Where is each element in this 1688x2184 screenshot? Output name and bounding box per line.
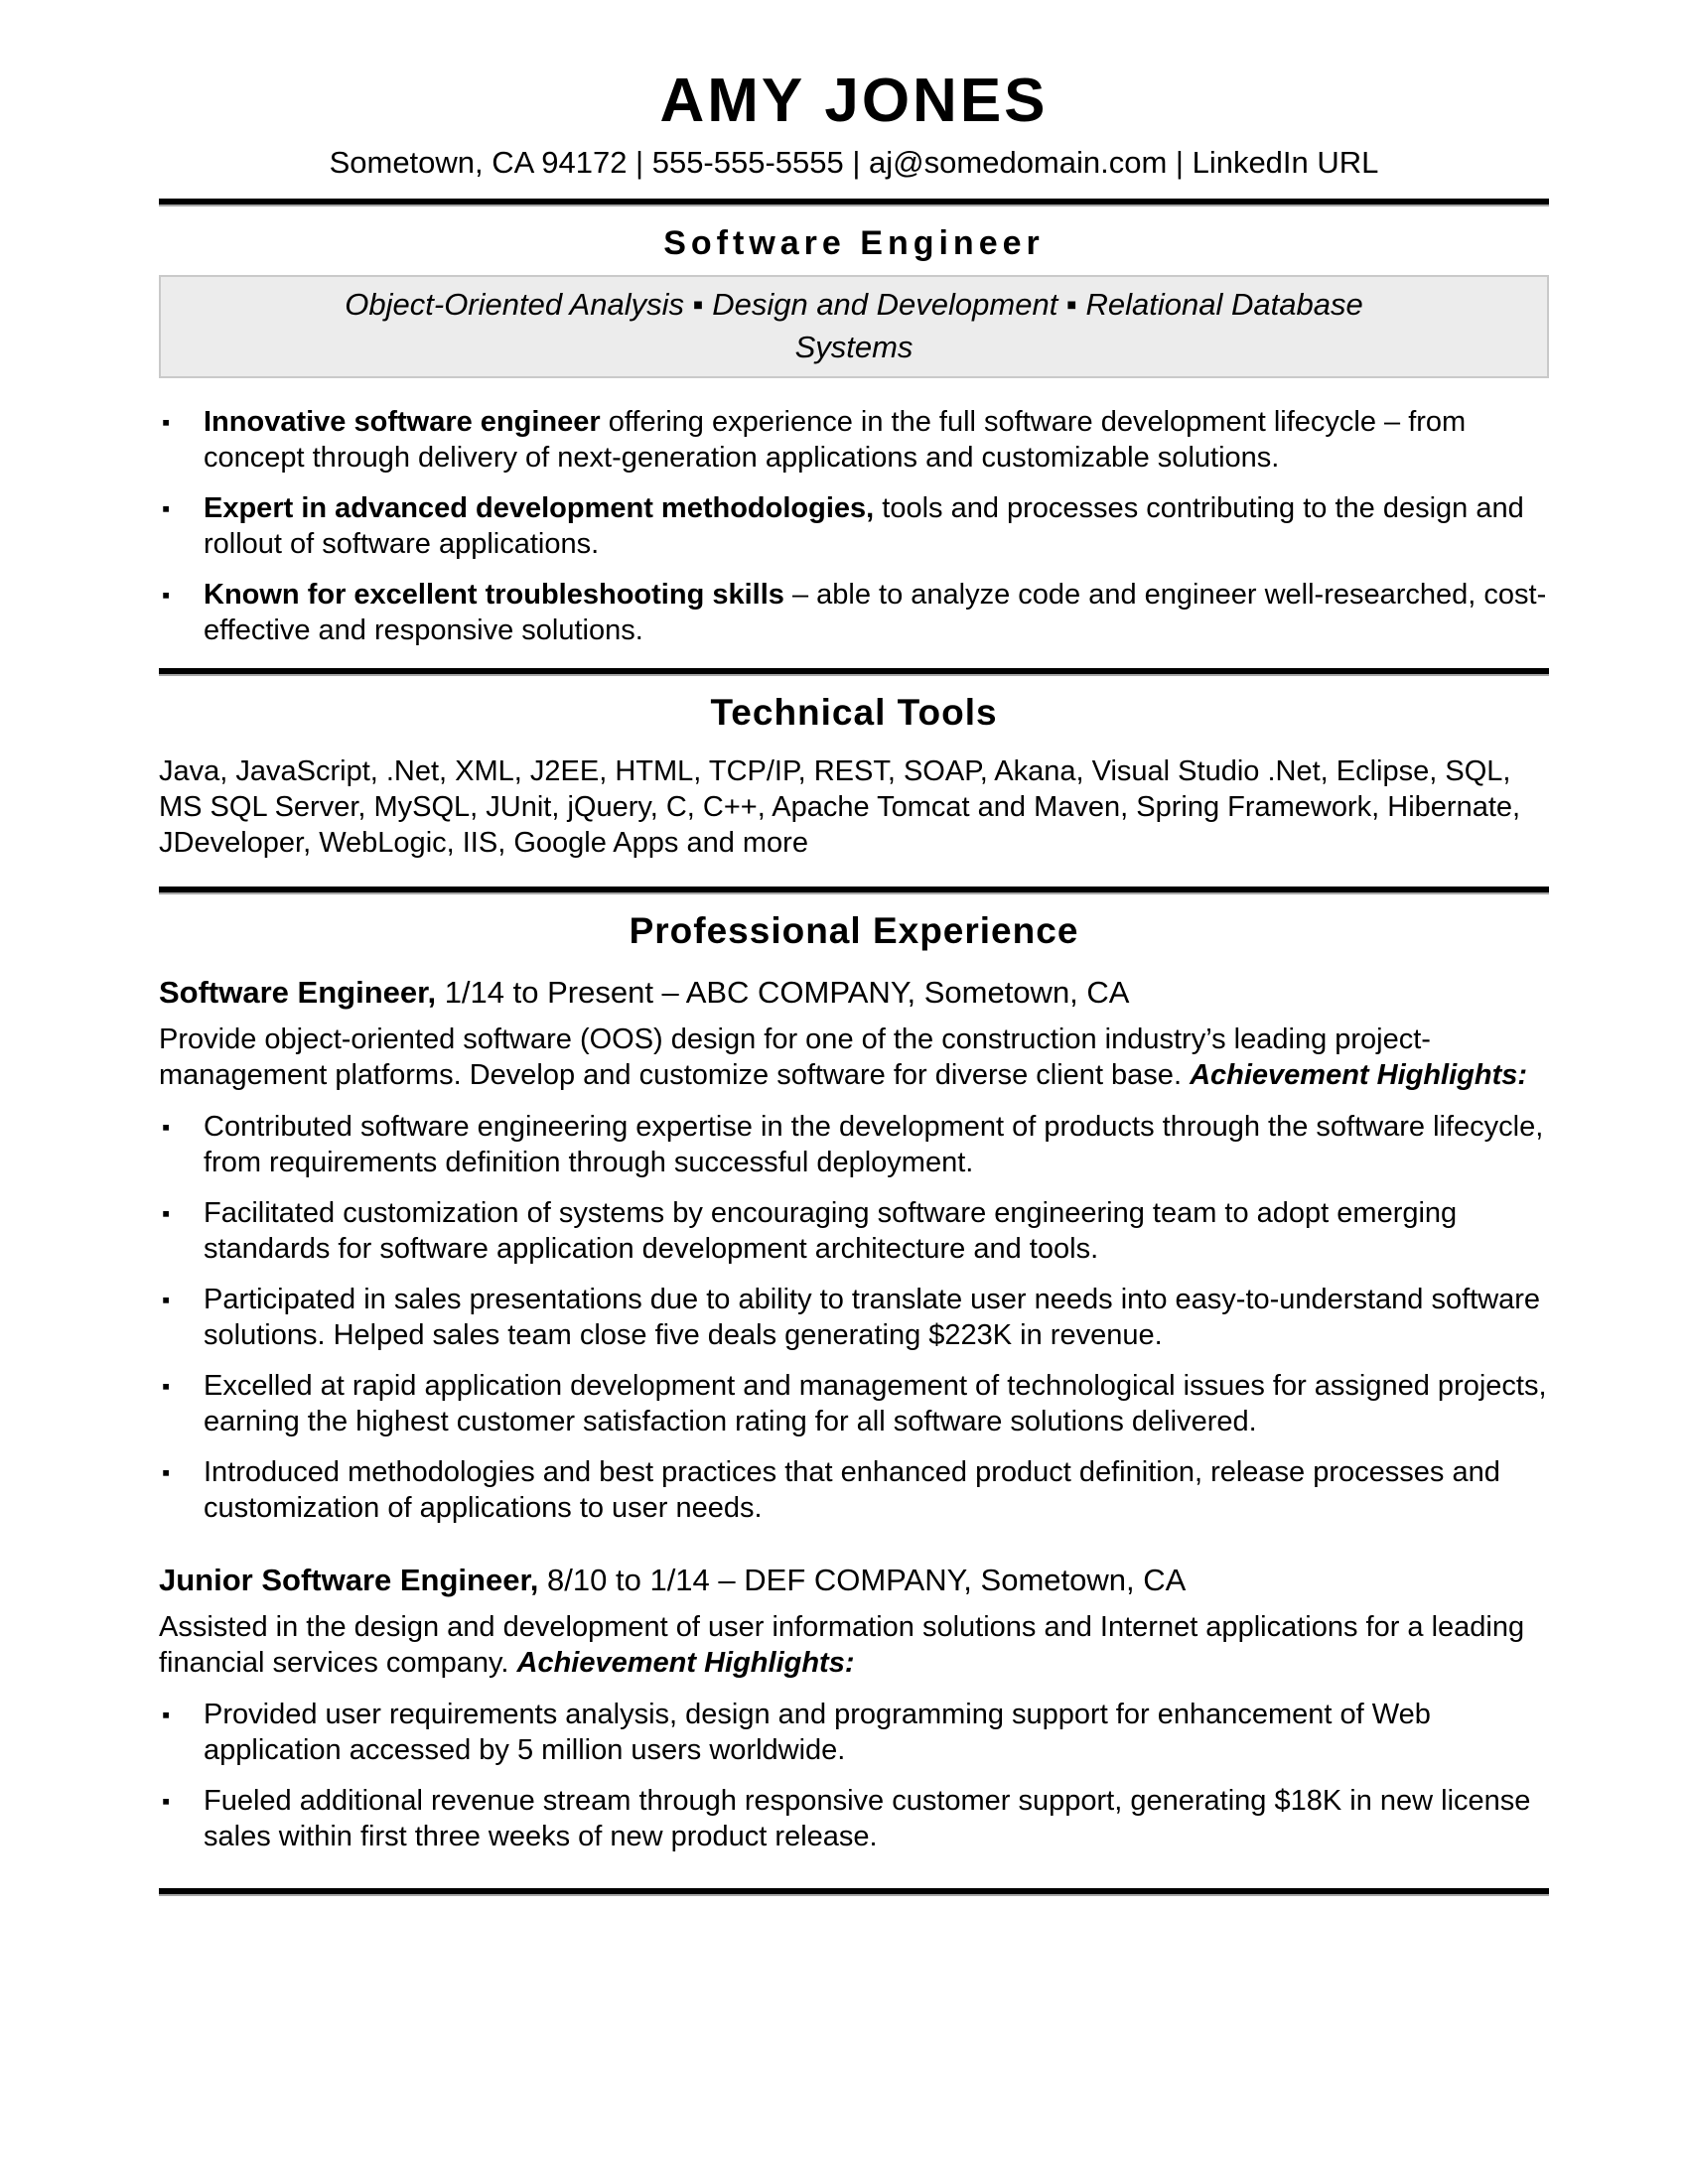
job-bullet: [159, 1195, 1549, 1267]
job-bullet-text: Provided user requirements analysis, design and programming support for enhancement of Web application accessed by 5 million users worldwide.: [204, 1699, 1431, 1767]
experience-heading: Professional Experience: [629, 910, 1079, 952]
square-bullet-icon: ▪: [162, 1200, 171, 1227]
square-bullet-icon: ▪: [162, 1373, 171, 1400]
achievement-highlights-label: Achievement Highlights:: [516, 1647, 855, 1680]
job-header: [159, 974, 1549, 1012]
job-title: Software Engineer,: [159, 975, 437, 1011]
square-bullet-icon: ▪: [162, 1287, 171, 1313]
summary-bullet: [159, 404, 1549, 476]
summary-bullet-text: Innovative software engineer offering experience in the full software development lifecycle – from concept through delivery of next-generation applications and customizable solutions.: [204, 406, 1467, 475]
technical-tools-heading: Technical Tools: [710, 692, 998, 734]
square-bullet-icon: ▪: [162, 582, 171, 609]
square-bullet-icon: ▪: [162, 1114, 171, 1141]
job-bullet-text: Introduced methodologies and best practices that enhanced product definition, release processes and customization of applications to user needs.: [204, 1456, 1500, 1525]
square-bullet-icon: ▪: [162, 409, 171, 436]
job-bullet-text: Fueled additional revenue stream through responsive customer support, generating $18K in new license sales within first three weeks of new product release.: [204, 1785, 1531, 1853]
section-divider: [159, 199, 1549, 206]
job-description: Assisted in the design and development of user information solutions and Internet applications for a leading financial services company. Achievement Highlights:: [159, 1611, 1525, 1680]
core-skills-line: Systems: [794, 330, 914, 365]
job-bullet-text: Contributed software engineering expertise in the development of products through the software lifecycle, from requirements definition through successful deployment.: [204, 1111, 1544, 1179]
job-bullet: [159, 1697, 1549, 1768]
section-divider: [159, 887, 1549, 894]
summary-bullet: [159, 577, 1549, 648]
job-bullet: [159, 1454, 1549, 1526]
summary-bullet-list: [159, 404, 1549, 648]
job-bullet: [159, 1282, 1549, 1353]
job-bullet-text: Excelled at rapid application development and management of technological issues for assigned projects, earning the highest customer satisfaction rating for all software solutions delivered.: [204, 1370, 1547, 1438]
job-bullet: [159, 1109, 1549, 1180]
section-divider: [159, 668, 1549, 676]
summary-bullet-text: Known for excellent troubleshooting skills – able to analyze code and engineer well-researched, cost-effective and responsive solutions.: [204, 579, 1547, 647]
job-bullet-list: [159, 1697, 1549, 1854]
person-name: AMY JONES: [659, 67, 1049, 135]
contact-line: Sometown, CA 94172 | 555-555-5555 | aj@somedomain.com | LinkedIn URL: [329, 145, 1379, 181]
job-bullet: [159, 1368, 1549, 1439]
section-divider: [159, 1888, 1549, 1896]
square-bullet-icon: ▪: [162, 1459, 171, 1486]
summary-bullet-text: Expert in advanced development methodologies, tools and processes contributing to the design and rollout of software applications.: [204, 492, 1524, 561]
job-title: Junior Software Engineer,: [159, 1563, 539, 1598]
headline-job-title: Software Engineer: [663, 224, 1045, 263]
job-meta: 1/14 to Present – ABC COMPANY, Sometown, CA: [436, 975, 1130, 1011]
summary-bullet: [159, 490, 1549, 562]
job-description: Provide object-oriented software (OOS) design for one of the construction industry’s leading project- management platforms. Develop and customize software for diverse client base. Achievement Highlights:: [159, 1024, 1528, 1092]
core-skills-box: [159, 275, 1549, 378]
job-meta: 8/10 to 1/14 – DEF COMPANY, Sometown, CA: [538, 1563, 1187, 1598]
technical-tools-text: Java, JavaScript, .Net, XML, J2EE, HTML, TCP/IP, REST, SOAP, Akana, Visual Studio .Net, Eclipse, SQL, MS SQL Server, MySQL, JUnit, jQuery, C, C++, Apache Tomcat and Maven, Spring Framework, Hibernate, JDeveloper, WebLogic, IIS, Google Apps and more: [159, 755, 1521, 860]
job-bullet-text: Facilitated customization of systems by encouraging software engineering team to adopt emerging standards for software application development architecture and tools.: [204, 1197, 1458, 1266]
square-bullet-icon: ▪: [162, 1702, 171, 1728]
square-bullet-icon: ▪: [162, 495, 171, 522]
square-bullet-icon: ▪: [162, 1788, 171, 1815]
achievement-highlights-label: Achievement Highlights:: [1190, 1059, 1528, 1092]
job-bullet-list: [159, 1109, 1549, 1526]
job-bullet-text: Participated in sales presentations due to ability to translate user needs into easy-to-understand software solutions. Helped sales team close five deals generating $223K in revenue.: [204, 1284, 1541, 1352]
job-header: [159, 1562, 1549, 1599]
core-skills-line: Object-Oriented Analysis ▪ Design and Development ▪ Relational Database: [345, 287, 1363, 323]
job-bullet: [159, 1783, 1549, 1854]
